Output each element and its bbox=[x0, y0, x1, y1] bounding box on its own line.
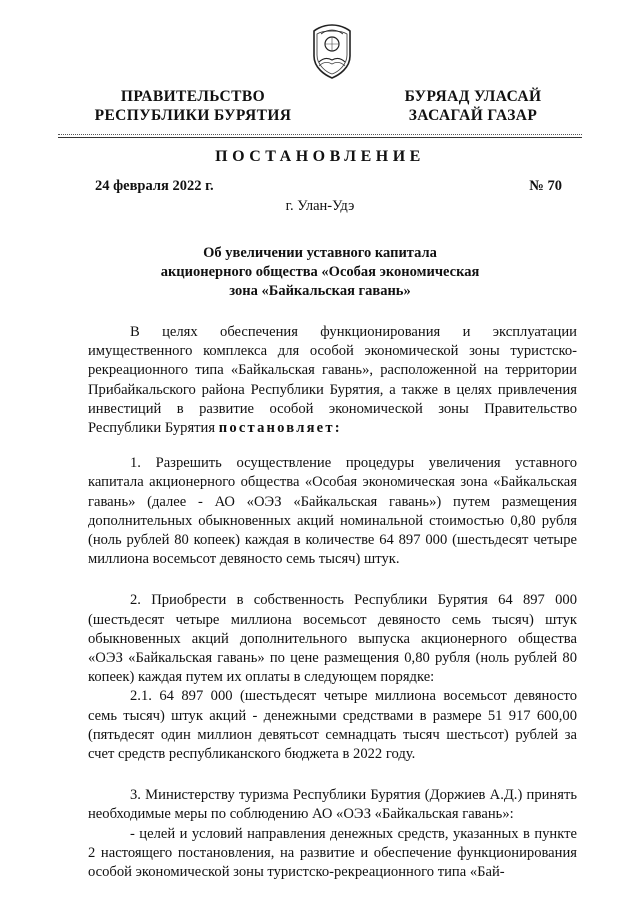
issuer-name-russian bbox=[88, 87, 298, 125]
document-title bbox=[120, 244, 520, 301]
clause-3-item: - целей и условий направления денежных средств, указанных в пункте 2 настоящего постановления, на развитие и обеспечение функционирования особой экономической зоны туристско-рекреационного типа «Бай- bbox=[88, 825, 577, 881]
clause-2-1: 2.1. 64 897 000 (шестьдесят четыре миллиона восемьсот девяносто семь тысяч) штук акций - денежными средствами в размере 51 917 600,00 (пятьдесят один миллион девятьсот семнадцать тысяч шестьсот) рублей за счет средств республиканского бюджета в 2022 году. bbox=[88, 688, 577, 763]
coat-of-arms-emblem bbox=[303, 22, 361, 80]
resolves-keyword: постановляет: bbox=[218, 420, 342, 437]
title-line2: акционерного общества «Особая экономическая bbox=[160, 264, 480, 280]
header-divider-solid bbox=[58, 137, 582, 138]
document-number: № 70 bbox=[529, 178, 562, 194]
clause-3: 3. Министерству туризма Республики Бурятия (Доржиев А.Д.) принять необходимые меры по соблюдению АО «ОЭЗ «Байкальская гавань»: bbox=[88, 787, 577, 823]
issuer-name-buryat bbox=[378, 87, 568, 125]
document-date: 24 февраля 2022 г. bbox=[95, 178, 214, 194]
document-type: ПОСТАНОВЛЕНИЕ bbox=[215, 148, 425, 165]
issuer-buryat-line2: ЗАСАГАЙ ГАЗАР bbox=[408, 107, 538, 124]
clause-1: 1. Разрешить осуществление процедуры увеличения уставного капитала акционерного общества «Особая экономическая зона «Байкальская гавань» (далее - АО «ОЭЗ «Байкальская гавань») путем размещения дополнительных обыкновенных акций номинальной стоимостью 0,80 рубля (ноль рублей 80 копеек) каждая в количестве 64 897 000 (шестьдесят четыре миллиона восемьсот девяносто семь тысяч) штук. bbox=[88, 455, 577, 568]
document-body bbox=[88, 323, 577, 882]
header-divider-dotted bbox=[58, 134, 582, 135]
clause-2: 2. Приобрести в собственность Республики Бурятия 64 897 000 (шестьдесят четыре миллиона восемьсот девяносто семь тысяч) штук обыкновенных акций дополнительного выпуска акционерного общества «ОЭЗ «Байкальская гавань» по цене размещения 0,80 рубля (ноль рублей 80 копеек) каждая путем их оплаты в следующем порядке: bbox=[88, 592, 577, 686]
preamble-text: В целях обеспечения функционирования и эксплуатации имущественного комплекса для особой экономической зоны туристско-рекреационного типа «Байкальская гавань», расположенной на территории Прибайкальского района Республики Бурятия, а также в целях привлечения инвестиций в развитие особой экономической зоны Правительство Республики Бурятия bbox=[88, 324, 577, 437]
preamble-paragraph bbox=[88, 323, 577, 438]
title-line1: Об увеличении уставного капитала bbox=[203, 245, 437, 261]
issuer-russian-line1: ПРАВИТЕЛЬСТВО bbox=[120, 88, 266, 105]
issuer-russian-line2: РЕСПУБЛИКИ БУРЯТИЯ bbox=[94, 107, 292, 124]
document-city: г. Улан-Удэ bbox=[285, 198, 355, 214]
issuer-buryat-line1: БУРЯАД УЛАСАЙ bbox=[404, 88, 542, 105]
title-line3: зона «Байкальская гавань» bbox=[229, 283, 411, 299]
